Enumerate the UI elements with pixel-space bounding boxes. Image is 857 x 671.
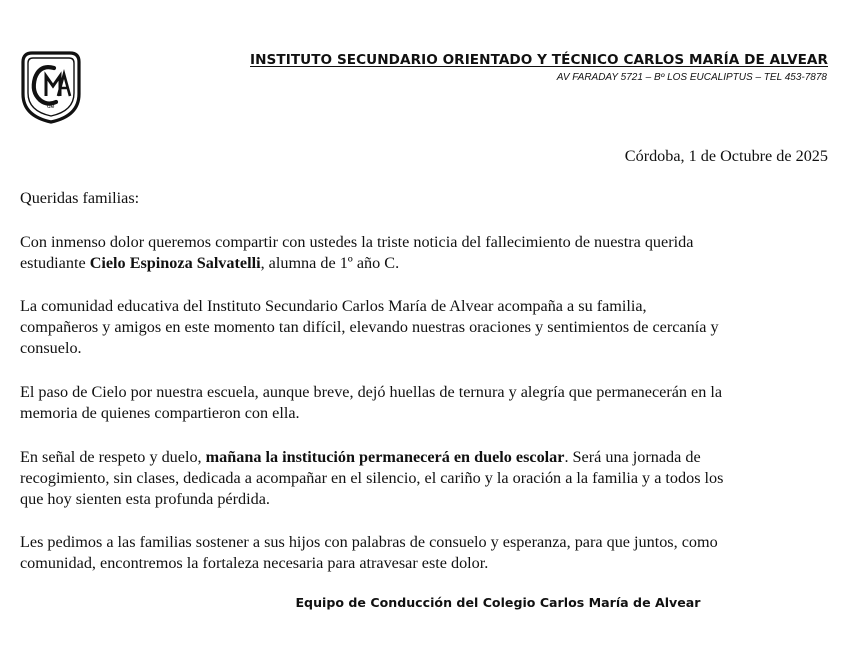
paragraph-4-text: En señal de respeto y duelo, (20, 448, 206, 466)
paragraph-5 (20, 532, 832, 574)
logo-de-text: de (47, 103, 55, 110)
paragraph-1 (20, 232, 832, 274)
paragraph-3 (20, 382, 832, 424)
institution-name: INSTITUTO SECUNDARIO ORIENTADO Y TÉCNICO CARLOS MARÍA DE ALVEAR (250, 52, 828, 68)
paragraph-5-line-2: comunidad, encontremos la fortaleza necesaria para atravesar este dolor. (20, 554, 489, 572)
paragraph-4-line-2: recogimiento, sin clases, dedicada a acompañar en el silencio, el cariño y la oración a la familia y a todos los (20, 469, 724, 487)
paragraph-1-line-2 (20, 253, 832, 274)
paragraph-3-line-2: memoria de quienes compartieron con ella. (20, 404, 300, 422)
student-name: Cielo Espinoza Salvatelli (89, 254, 261, 272)
letter-date: Córdoba, 1 de Octubre de 2025 (624, 147, 828, 165)
paragraph-2-line-2: compañeros y amigos en este momento tan difícil, elevando nuestras oraciones y sentimientos de cercanía y (20, 318, 719, 336)
mourning-notice: mañana la institución permanecerá en duelo escolar (205, 448, 565, 466)
paragraph-2-line-3: consuelo. (20, 339, 82, 357)
letter-greeting: Queridas familias: (20, 189, 140, 207)
paragraph-4 (20, 447, 832, 510)
paragraph-2 (20, 296, 832, 359)
institution-address: AV FARADAY 5721 – Bº LOS EUCALIPTUS – TEL 453-7878 (556, 72, 827, 83)
paragraph-1-text-end: , alumna de 1º año C. (260, 254, 400, 272)
paragraph-5-line-1: Les pedimos a las familias sostener a sus hijos con palabras de consuelo y esperanza, para que juntos, como (20, 533, 718, 551)
school-logo-icon (20, 50, 82, 124)
paragraph-4-text-end: . Será una jornada de (564, 448, 701, 466)
paragraph-3-line-1: El paso de Cielo por nuestra escuela, aunque breve, dejó huellas de ternura y alegría que permanecerán en la (20, 383, 723, 401)
letter-signature: Equipo de Conducción del Colegio Carlos María de Alvear (295, 595, 701, 610)
paragraph-1-line-1: Con inmenso dolor queremos compartir con ustedes la triste noticia del fallecimiento de nuestra querida (20, 233, 694, 251)
paragraph-4-line-3: que hoy sienten esta profunda pérdida. (20, 490, 270, 508)
paragraph-4-line-1 (20, 447, 832, 468)
paragraph-1-text: estudiante (20, 254, 90, 272)
paragraph-2-line-1: La comunidad educativa del Instituto Secundario Carlos María de Alvear acompaña a su familia, (20, 297, 647, 315)
